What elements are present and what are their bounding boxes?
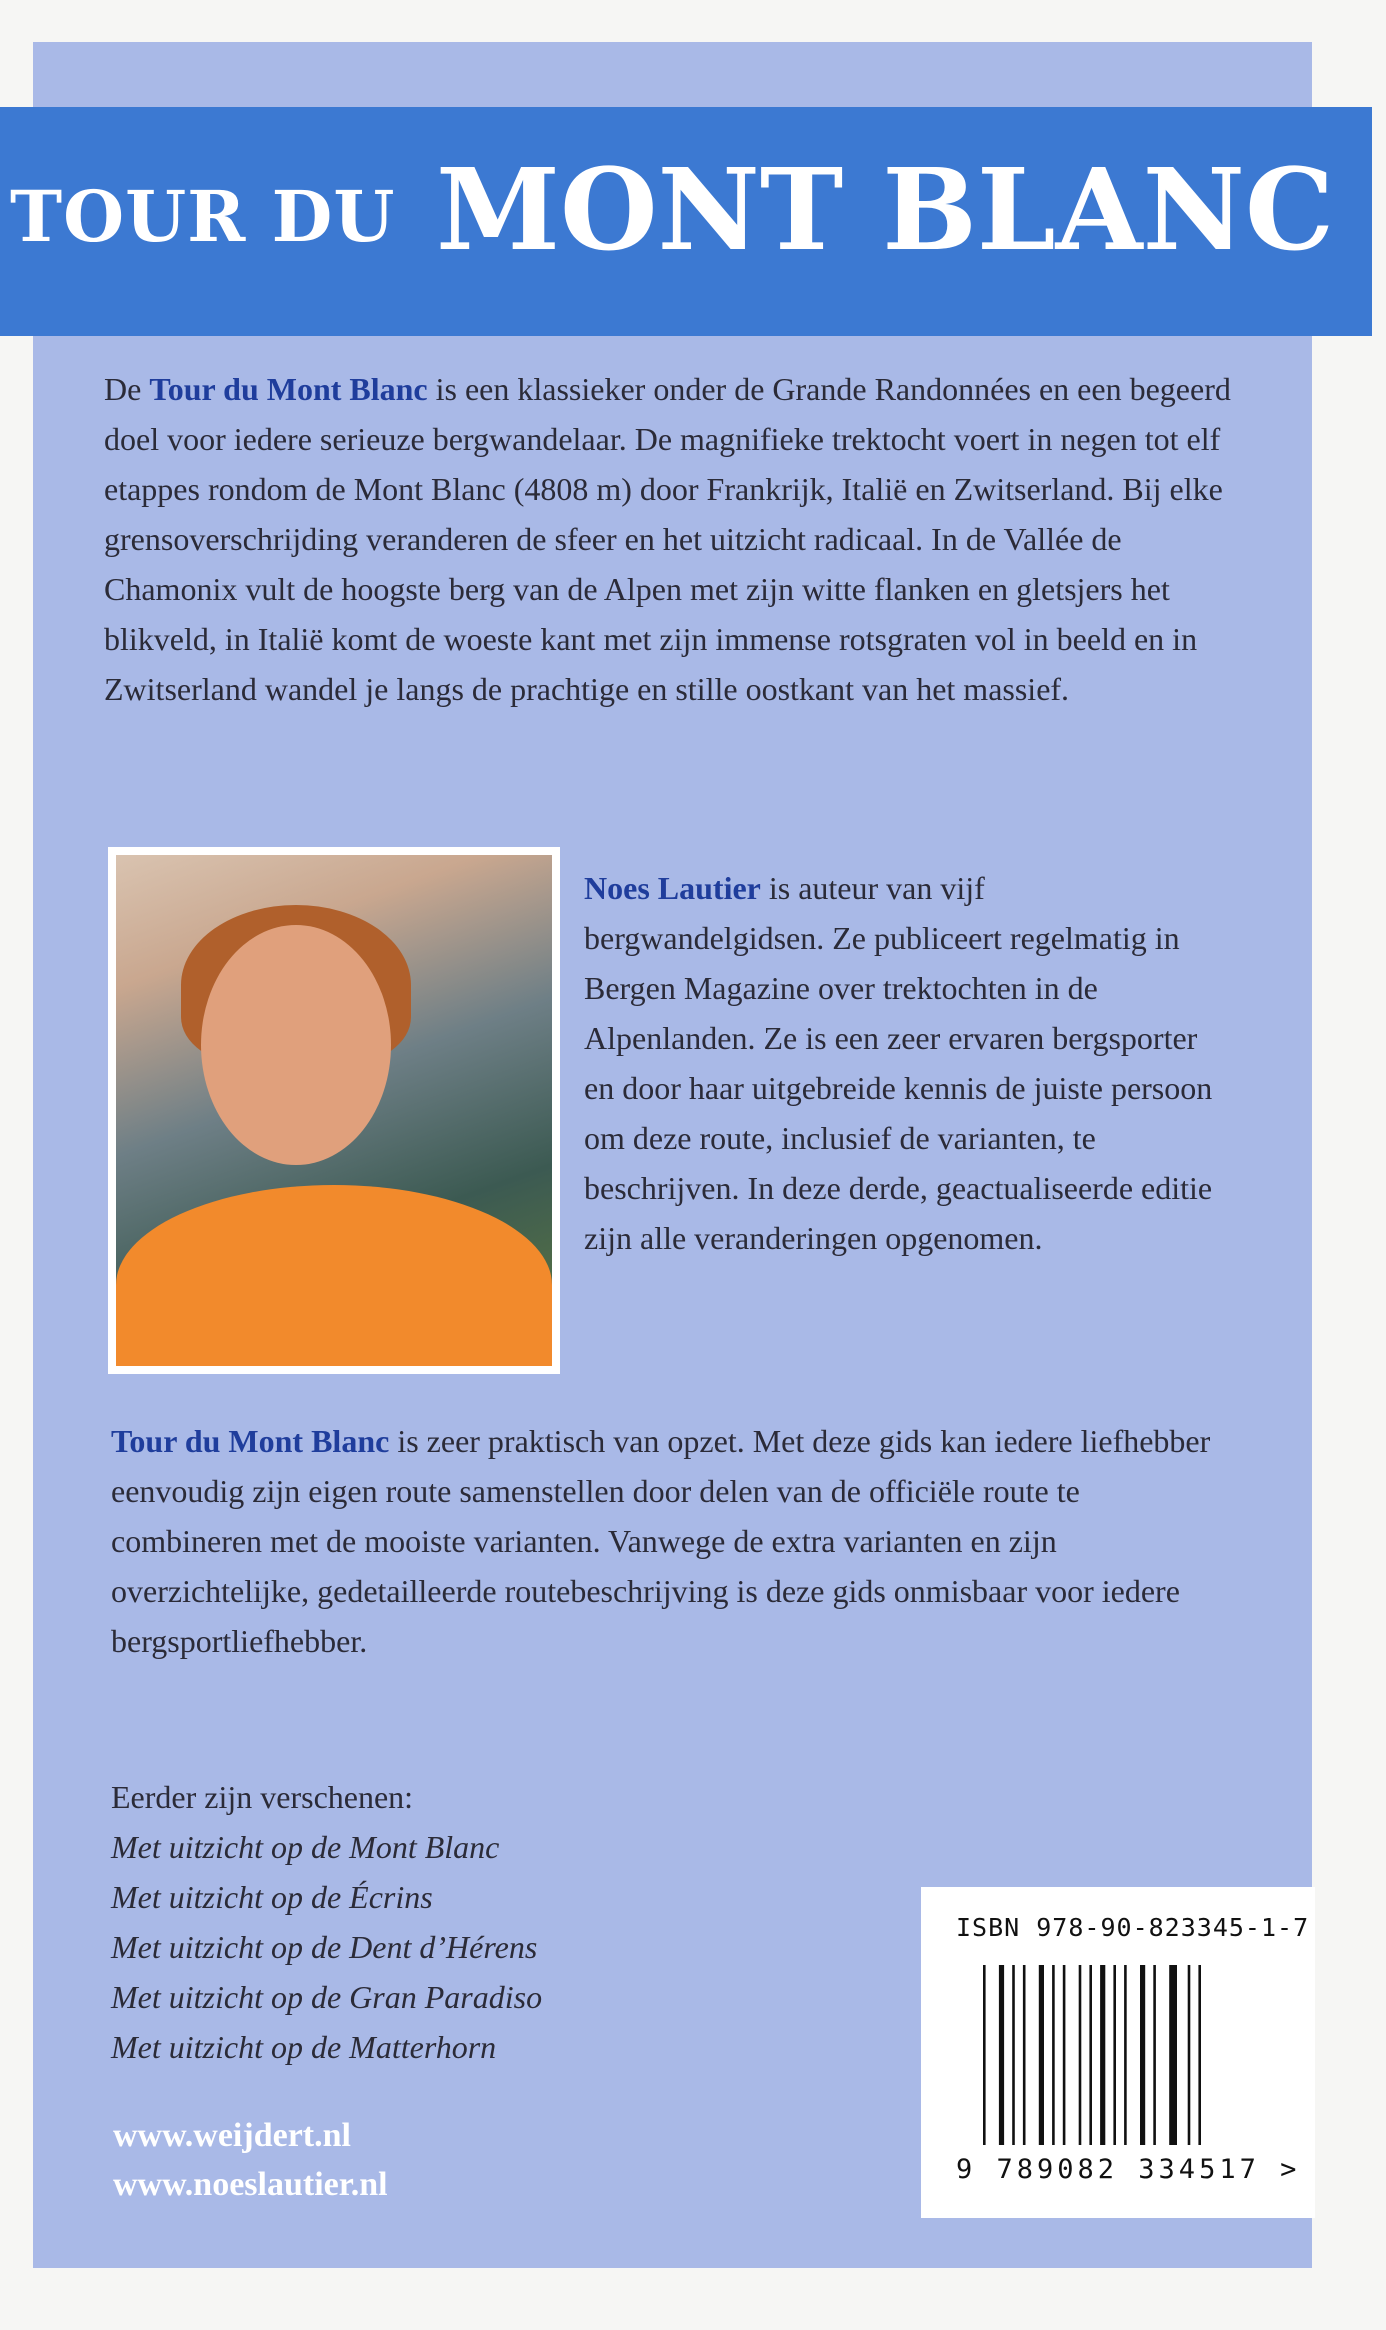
barcode-box — [921, 1887, 1315, 2218]
intro-bold: Tour du Mont Blanc — [149, 371, 428, 407]
barcode-bar — [1079, 1965, 1082, 2145]
intro-paragraph — [104, 364, 1254, 714]
practical-bold: Tour du Mont Blanc — [111, 1423, 390, 1459]
book-title: Met uitzicht op de Gran Paradiso — [111, 1979, 543, 2015]
title-small: TOUR DU — [10, 175, 396, 258]
intro-pre: De — [104, 371, 150, 407]
book-title: Met uitzicht op de Écrins — [111, 1879, 433, 1915]
barcode-digits: 9 789082 334517 > — [956, 2154, 1301, 2185]
url-publisher[interactable]: www.weijdert.nl — [113, 2117, 351, 2154]
barcode-bar — [1188, 1965, 1191, 2145]
barcode-bar — [1023, 1965, 1026, 2145]
title-large: MONT BLANC — [436, 145, 1335, 276]
barcode-bar — [1089, 1965, 1092, 2145]
barcode-bar — [1012, 1965, 1015, 2145]
barcode-bar — [983, 1965, 986, 2145]
intro-text: is een klassieker onder de Grande Randonnées en een begeerd doel voor iedere serieuze bergwandelaar. De magnifieke trektocht voert in negen tot elf etappes rondom de Mont Blanc (4808 m) door Frankrijk, Italië en Zwitserland. Bij elke grensoverschrijding veranderen de sfeer en het uitzicht radicaal. In de Vallée de Chamonix vult de hoogste berg van de Alpen met zijn witte flanken en gletsjers het blikveld, in Italië komt de woeste kant met zijn immense rotsgraten vol in beeld en in Zwitserland wandel je langs de prachtige en stille oostkant van het massief. — [104, 371, 1231, 707]
author-photo — [108, 847, 560, 1374]
barcode-bars — [981, 1965, 1281, 2145]
book-title: Met uitzicht op de Mont Blanc — [111, 1829, 500, 1865]
practical-paragraph — [111, 1416, 1231, 1666]
barcode-bar — [999, 1965, 1004, 2145]
barcode-bar — [1113, 1965, 1116, 2145]
barcode-bar — [1198, 1965, 1201, 2145]
book-title: Met uitzicht op de Dent d’Hérens — [111, 1929, 538, 1965]
barcode-bar — [1100, 1965, 1105, 2145]
barcode-bar — [1140, 1965, 1145, 2145]
barcode-bar — [1153, 1965, 1156, 2145]
author-paragraph — [584, 863, 1224, 1263]
book-title: Met uitzicht op de Matterhorn — [111, 2029, 497, 2065]
earlier-books — [111, 1772, 542, 2072]
url-author[interactable]: www.noeslautier.nl — [113, 2166, 388, 2203]
earlier-heading: Eerder zijn verschenen: — [111, 1779, 414, 1815]
barcode-bar — [1169, 1965, 1177, 2145]
author-name: Noes Lautier — [584, 870, 761, 906]
barcode-bar — [1124, 1965, 1127, 2145]
practical-text: is zeer praktisch van opzet. Met deze gids kan iedere liefhebber eenvoudig zijn eigen route samenstellen door delen van de officiële route te combineren met de mooiste varianten. Vanwege de extra varianten en zijn overzichtelijke, gedetailleerde routebeschrijving is deze gids onmisbaar voor iedere bergsportliefhebber. — [111, 1423, 1211, 1659]
isbn-text: ISBN 978-90-823345-1-7 — [956, 1913, 1310, 1942]
barcode-bar — [1039, 1965, 1044, 2145]
author-text: is auteur van vijf bergwandelgidsen. Ze publiceert regelmatig in Bergen Magazine over trektochten in de Alpenlanden. Ze is een zeer ervaren bergsporter en door haar uitgebreide kennis de juiste persoon om deze route, inclusief de varianten, te beschrijven. In deze derde, geactualiseerde editie zijn alle veranderingen opgenomen. — [584, 870, 1213, 1256]
barcode-bar — [1052, 1965, 1055, 2145]
barcode-bar — [1063, 1965, 1066, 2145]
